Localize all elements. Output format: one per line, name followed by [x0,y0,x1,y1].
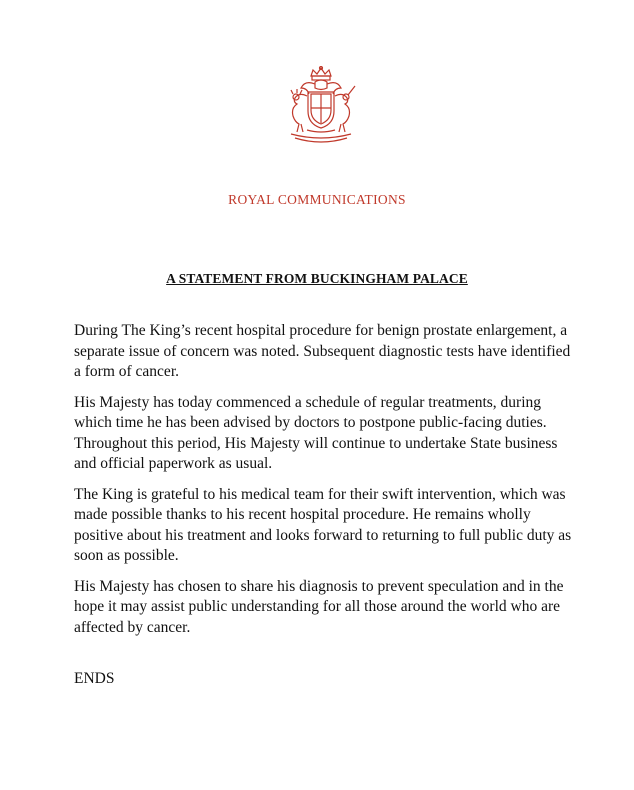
paragraph: During The King’s recent hospital procedure for benign prostate enlargement, a separate issue of concern was noted. Subsequent diagnostic tests have identified a form of cancer. [74,322,571,380]
paragraph: The King is grateful to his medical team for their swift intervention, which was made possible thanks to his recent hospital procedure. He remains wholly positive about his treatment and looks forward to returning to full public duty as soon as possible. [74,485,572,564]
paragraph: His Majesty has today commenced a schedule of regular treatments, during which time he has been advised by doctors to postpone public-facing duties. Throughout this period, His Majesty will continue to undertake State business and official paperwork as usual. [74,393,558,472]
department-name: ROYAL COMMUNICATIONS [228,192,406,207]
statement-body [74,321,579,648]
closing-mark: ENDS [74,670,115,687]
royal-coat-of-arms-icon [277,66,365,150]
statement-title: A STATEMENT FROM BUCKINGHAM PALACE [166,271,468,286]
paragraph: His Majesty has chosen to share his diagnosis to prevent speculation and in the hope it may assist public understanding for all those around the world who are affected by cancer. [74,577,564,636]
